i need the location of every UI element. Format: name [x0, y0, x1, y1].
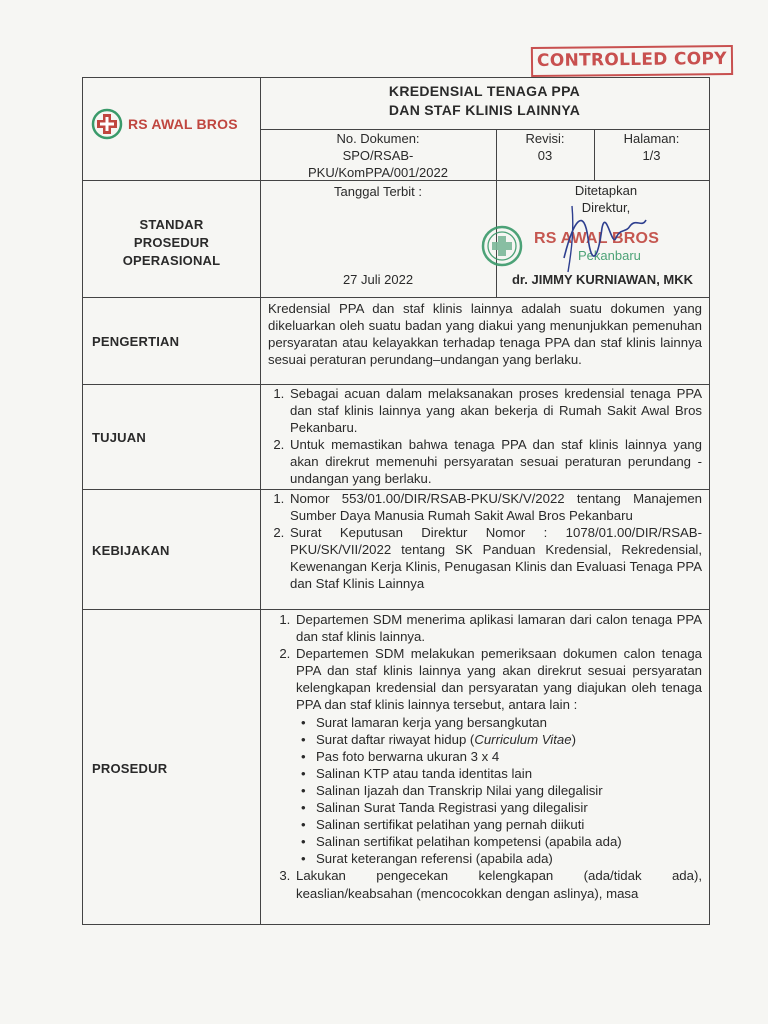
document-number-cell [260, 130, 496, 181]
tujuan-item: 2. Untuk memastikan bahwa tenaga PPA dan staf klinis lainnya yang akan direkrut memenuhi persyaratan sesuai peraturan perundang - undangan yang berlaku. [288, 436, 702, 487]
prosedur-step-2-text: Departemen SDM melakukan pemeriksaan dokumen calon tenaga PPA dan staf klinis lainnya yang akan direkrut sesuai persyaratan kelengkapan kredensial dan persyaratan yang diajukan oleh tenaga PPA dan staf klinis lainnya tersebut, antara lain : [296, 646, 702, 713]
kebijakan-item: 1. Nomor 553/01.00/DIR/RSAB-PKU/SK/V/2022 tentang Manajemen Sumber Daya Manusia Rumah Sakit Awal Bros Pekanbaru [288, 490, 702, 524]
issue-date-value: 27 Juli 2022 [342, 272, 414, 287]
hospital-logo-text: RS AWAL BROS [128, 116, 238, 132]
cv-prefix: Surat daftar riwayat hidup ( [316, 731, 475, 747]
hospital-logo [91, 108, 238, 140]
requirement-item: • Salinan sertifikat pelatihan kompetensi (apabila ada) [314, 833, 702, 850]
cv-italic: Curriculum Vitae [474, 731, 572, 747]
requirement-item: • Salinan sertifikat pelatihan yang pernah diikuti [314, 816, 702, 833]
requirement-item: • Salinan Surat Tanda Registrasi yang dilegalisir [314, 799, 702, 816]
sop-document [82, 77, 710, 925]
tujuan-content [268, 385, 702, 488]
kebijakan-label: KEBIJAKAN [92, 543, 170, 558]
prosedur-step: 3. Lakukan pengecekan kelengkapan (ada/tidak ada), keaslian/keabsahan (mencocokkan dengan aslinya), masa [294, 867, 702, 901]
revision-label: Revisi: [525, 131, 565, 146]
requirement-item: • Surat keterangan referensi (apabila ada) [314, 850, 702, 867]
doc-no-value-2: PKU/KomPPA/001/2022 [308, 165, 448, 180]
tujuan-item: 1. Sebagai acuan dalam melaksanakan proses kredensial tenaga PPA dan staf klinis lainnya yang akan bekerja di Rumah Sakit Awal Bros Pekanbaru. [288, 385, 702, 436]
requirement-item: • Surat lamaran kerja yang bersangkutan [314, 714, 702, 731]
revision-value: 03 [537, 148, 553, 163]
approved-line-1: Ditetapkan [574, 183, 638, 198]
tujuan-label: TUJUAN [92, 430, 146, 445]
row-divider [83, 297, 709, 298]
row-divider [83, 609, 709, 610]
page-label: Halaman: [623, 131, 680, 146]
doc-no-value-1: SPO/RSAB- [342, 148, 414, 163]
prosedur-step [294, 645, 702, 867]
requirement-item: • Pas foto berwarna ukuran 3 x 4 [314, 748, 702, 765]
stamp-logo-sub: Pekanbaru [578, 247, 641, 263]
revision-cell [496, 130, 594, 164]
sop-label-line-2: PROSEDUR [133, 235, 210, 250]
page-value: 1/3 [642, 148, 661, 163]
stamp-logo-text: RS AWAL BROS [534, 229, 660, 247]
title-line-2: DAN STAF KLINIS LAINNYA [388, 102, 581, 118]
sop-label-line-3: OPERASIONAL [122, 253, 221, 268]
director-name: dr. JIMMY KURNIAWAN, MKK [511, 272, 694, 287]
requirement-item [314, 731, 702, 748]
kebijakan-item: 2. Surat Keputusan Direktur Nomor : 1078/01.00/DIR/RSAB-PKU/SK/VII/2022 tentang SK Panduan Kredensial, Rekredensial, Kewenangan Kerja Klinis, Penugasan Klinis dan Evaluasi Tenaga PPA dan Staf Klinis Lainnya [288, 524, 702, 592]
requirements-list [296, 714, 702, 868]
hospital-cross-icon [91, 108, 123, 140]
requirement-item: • Salinan KTP atau tanda identitas lain [314, 765, 702, 782]
title-line-1: KREDENSIAL TENAGA PPA [388, 83, 581, 99]
page-cell [594, 130, 709, 164]
prosedur-label: PROSEDUR [92, 761, 168, 776]
stamp-cross-icon [480, 224, 524, 268]
sop-label [83, 216, 260, 270]
kebijakan-content [268, 490, 702, 593]
prosedur-step: 1. Departemen SDM menerima aplikasi lamaran dari calon tenaga PPA dan staf klinis lainnya. [294, 611, 702, 645]
approval-cell [496, 180, 709, 297]
cv-suffix: ) [571, 731, 576, 747]
pengertian-text: Kredensial PPA dan staf klinis lainnya adalah suatu dokumen yang dikeluarkan oleh suatu badan yang diakui yang menunjukkan pemenuhan persyaratan atau kelayakkan terhadap tenaga PPA dan staf klinis lainnya sesuai peraturan perundang–undangan yang berlaku. [268, 301, 702, 368]
pengertian-label: PENGERTIAN [92, 334, 180, 349]
requirement-item: • Salinan Ijazah dan Transkrip Nilai yang dilegalisir [314, 782, 702, 799]
document-title [260, 82, 709, 120]
controlled-copy-stamp: CONTROLLED COPY [531, 45, 733, 77]
approved-line-2: Direktur, [581, 200, 631, 215]
issue-date-label: Tanggal Terbit : [334, 184, 422, 199]
prosedur-content [268, 611, 702, 902]
issue-date-cell [260, 183, 496, 297]
director-signature [554, 198, 654, 278]
doc-no-label: No. Dokumen: [336, 131, 420, 146]
sop-label-line-1: STANDAR [139, 217, 204, 232]
